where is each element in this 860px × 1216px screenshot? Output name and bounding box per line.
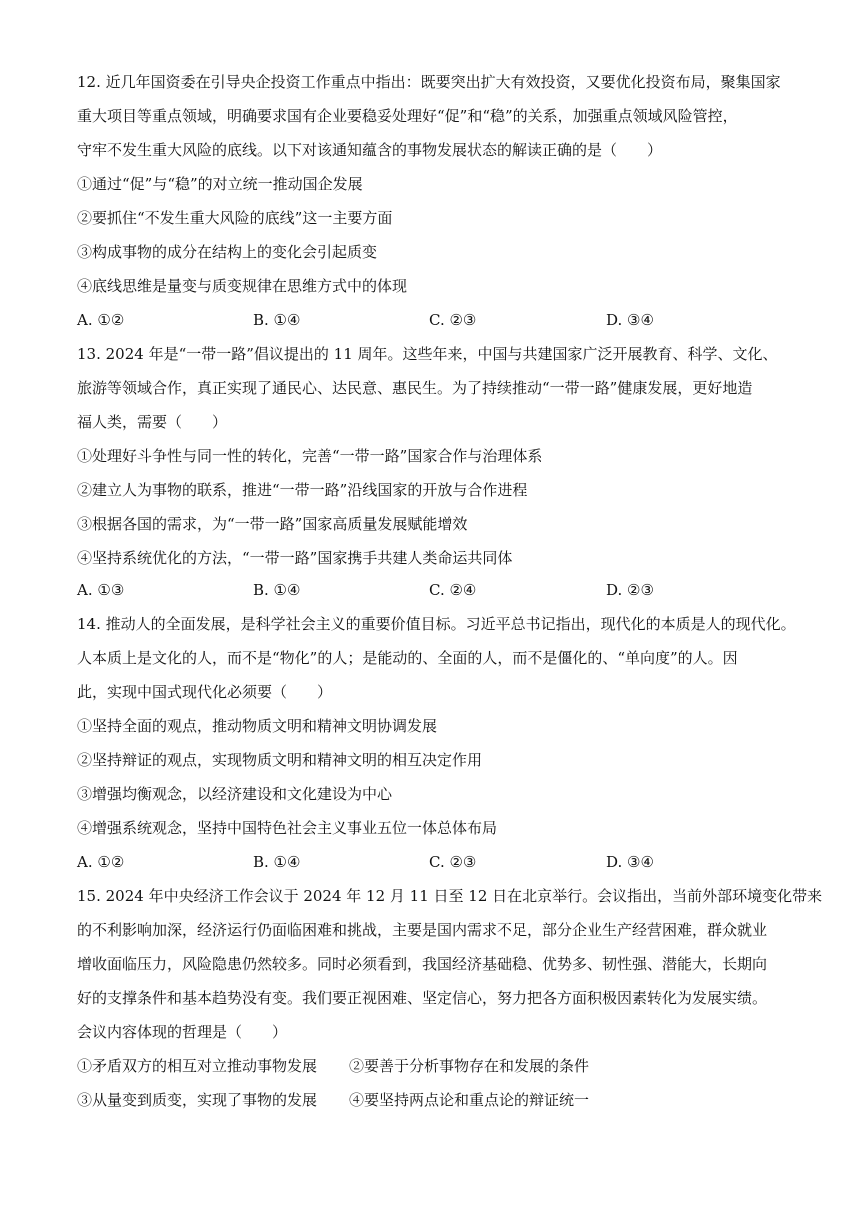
option-statement: ④增强系统观念，坚持中国特色社会主义事业五位一体总体布局 — [77, 819, 498, 837]
choice-b[interactable]: B. ①④ — [253, 853, 301, 871]
question-stem-line: 守牢不发生重大风险的底线。以下对该通知蕴含的事物发展状态的解读正确的是（ ） — [77, 141, 663, 159]
option-statement: ④要坚持两点论和重点论的辩证统一 — [349, 1091, 590, 1109]
question-stem-line: 增收面临压力，风险隐患仍然较多。同时必须看到，我国经济基础稳、优势多、韧性强、潜能大，长期向 — [77, 955, 768, 973]
answer-choices — [77, 310, 777, 330]
choice-a[interactable]: A. ①③ — [77, 581, 125, 599]
question-stem-line: 此，实现中国式现代化必须要（ ） — [77, 683, 333, 701]
question-stem-line: 旅游等领域合作，真正实现了通民心、达民意、惠民生。为了持续推动“一带一路”健康发展，更好地造 — [77, 379, 753, 397]
answer-choices — [77, 852, 777, 872]
question-stem-line: 会议内容体现的哲理是（ ） — [77, 1023, 288, 1041]
option-row — [77, 1056, 777, 1076]
choice-c[interactable]: C. ②④ — [429, 581, 477, 599]
option-statement: ④底线思维是量变与质变规律在思维方式中的体现 — [77, 277, 408, 295]
answer-choices — [77, 580, 777, 600]
choice-a[interactable]: A. ①② — [77, 853, 125, 871]
option-row — [77, 1090, 777, 1110]
question-stem-line: 15. 2024 年中央经济工作会议于 2024 年 12 月 11 日至 12 日在北京举行。会议指出，当前外部环境变化带来 — [77, 887, 823, 905]
question-stem-line: 14. 推动人的全面发展，是科学社会主义的重要价值目标。习近平总书记指出，现代化的本质是人的现代化。 — [77, 615, 796, 633]
option-statement: ①通过“促”与“稳”的对立统一推动国企发展 — [77, 175, 363, 193]
choice-d[interactable]: D. ③④ — [606, 311, 654, 329]
option-statement: ①处理好斗争性与同一性的转化，完善“一带一路”国家合作与治理体系 — [77, 447, 543, 465]
option-statement: ③从量变到质变，实现了事物的发展 — [77, 1091, 318, 1109]
choice-b[interactable]: B. ①④ — [253, 311, 301, 329]
option-statement: ①矛盾双方的相互对立推动事物发展 — [77, 1057, 318, 1075]
question-stem-line: 12. 近几年国资委在引导央企投资工作重点中指出：既要突出扩大有效投资，又要优化投资布局，聚集国家 — [77, 73, 781, 91]
choice-d[interactable]: D. ②③ — [606, 581, 654, 599]
option-statement: ④坚持系统优化的方法，“一带一路”国家携手共建人类命运共同体 — [77, 549, 513, 567]
choice-a[interactable]: A. ①② — [77, 311, 125, 329]
question-stem-line: 重大项目等重点领域，明确要求国有企业要稳妥处理好“促”和“稳”的关系，加强重点领域风险管控， — [77, 107, 738, 125]
question-stem-line: 福人类，需要（ ） — [77, 413, 228, 431]
option-statement: ①坚持全面的观点，推动物质文明和精神文明协调发展 — [77, 717, 438, 735]
question-stem-line: 13. 2024 年是“一带一路”倡议提出的 11 周年。这些年来，中国与共建国家广泛开展教育、科学、文化、 — [77, 345, 778, 363]
option-statement: ③构成事物的成分在结构上的变化会引起质变 — [77, 243, 378, 261]
question-stem-line: 好的支撑条件和基本趋势没有变。我们要正视困难、坚定信心，努力把各方面积极因素转化为发展实绩。 — [77, 989, 768, 1007]
question-stem-line: 人本质上是文化的人，而不是“物化”的人；是能动的、全面的人，而不是僵化的、“单向度”的人。因 — [77, 649, 738, 667]
option-statement: ②要抓住“不发生重大风险的底线”这一主要方面 — [77, 209, 393, 227]
option-statement: ②建立人为事物的联系，推进“一带一路”沿线国家的开放与合作进程 — [77, 481, 528, 499]
choice-b[interactable]: B. ①④ — [253, 581, 301, 599]
option-statement: ③根据各国的需求，为“一带一路”国家高质量发展赋能增效 — [77, 515, 468, 533]
option-statement: ②要善于分析事物存在和发展的条件 — [349, 1057, 590, 1075]
option-statement: ②坚持辩证的观点，实现物质文明和精神文明的相互决定作用 — [77, 751, 483, 769]
choice-c[interactable]: C. ②③ — [429, 853, 477, 871]
option-statement: ③增强均衡观念，以经济建设和文化建设为中心 — [77, 785, 393, 803]
choice-d[interactable]: D. ③④ — [606, 853, 654, 871]
question-stem-line: 的不利影响加深，经济运行仍面临困难和挑战，主要是国内需求不足，部分企业生产经营困难，群众就业 — [77, 921, 768, 939]
choice-c[interactable]: C. ②③ — [429, 311, 477, 329]
